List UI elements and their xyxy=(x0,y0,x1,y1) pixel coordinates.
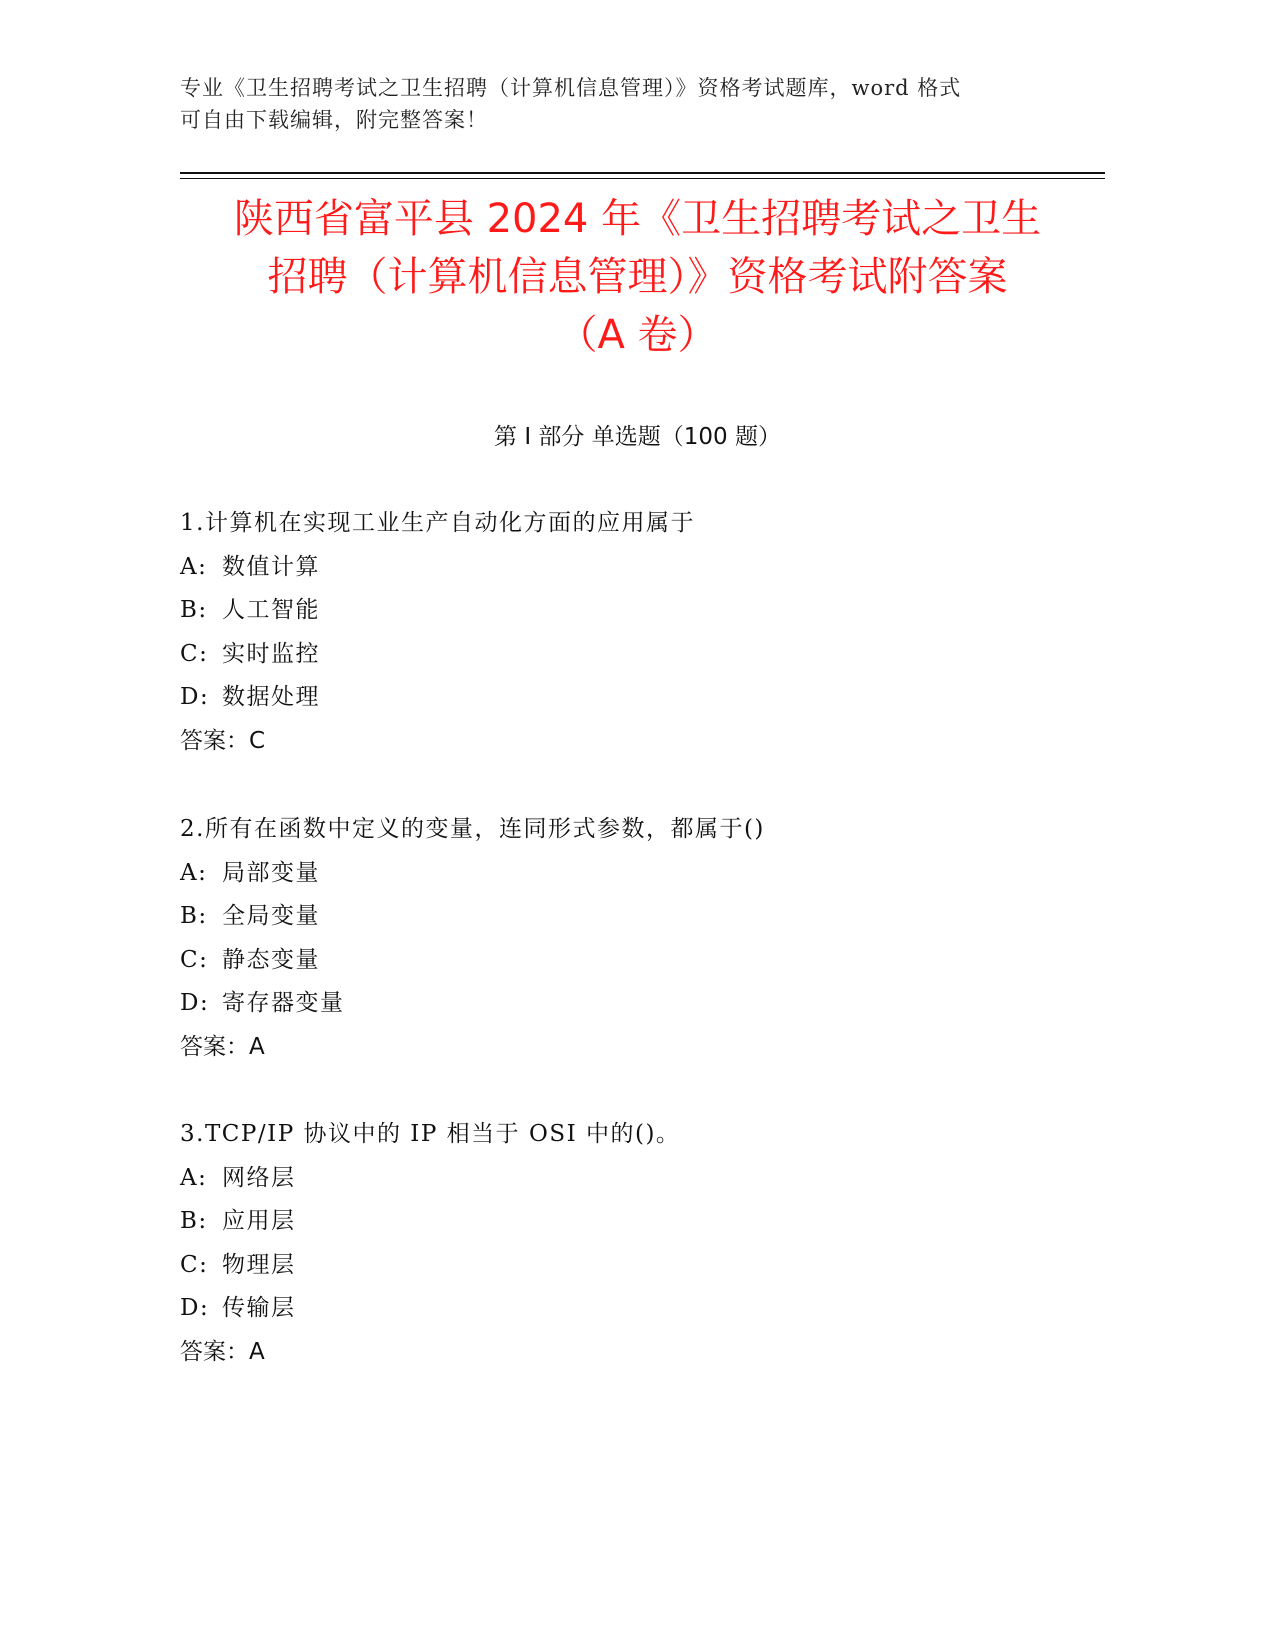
question-answer: 答案：A xyxy=(180,1033,265,1060)
question-option-d xyxy=(180,676,1130,720)
question-1 xyxy=(180,502,1130,763)
option-text: 数值计算 xyxy=(222,553,320,580)
question-option-a xyxy=(180,1157,1130,1201)
header-divider-thin xyxy=(180,178,1105,179)
header-note xyxy=(180,72,1100,136)
question-option-c xyxy=(180,1244,1130,1288)
header-note-line-1: 专业《卫生招聘考试之卫生招聘（计算机信息管理）》资格考试题库，word 格式 xyxy=(180,76,962,100)
document-title xyxy=(160,190,1115,364)
option-key: B: xyxy=(180,597,208,623)
question-option-c xyxy=(180,939,1130,983)
option-key: A: xyxy=(180,1164,208,1191)
question-option-c xyxy=(180,633,1130,677)
option-key: D: xyxy=(180,684,210,710)
option-text: 全局变量 xyxy=(222,903,320,929)
question-option-a xyxy=(180,546,1130,590)
option-text: 传输层 xyxy=(222,1295,296,1321)
question-option-b xyxy=(180,589,1130,633)
option-text: 实时监控 xyxy=(222,640,320,667)
question-option-b xyxy=(180,1200,1130,1244)
question-option-a xyxy=(180,852,1130,896)
option-text: 应用层 xyxy=(222,1208,296,1234)
option-key: C: xyxy=(180,1251,209,1278)
document-title-line-1: 陕西省富平县 2024 年《卫生招聘考试之卫生 xyxy=(233,196,1042,242)
option-key: D: xyxy=(180,990,210,1016)
question-2 xyxy=(180,808,1130,1069)
option-text: 物理层 xyxy=(222,1251,296,1278)
option-key: B: xyxy=(180,903,208,929)
option-key: A: xyxy=(180,859,208,886)
question-option-d xyxy=(180,982,1130,1026)
option-text: 网络层 xyxy=(222,1164,296,1191)
option-text: 寄存器变量 xyxy=(222,990,345,1016)
question-3 xyxy=(180,1113,1130,1374)
option-key: C: xyxy=(180,946,209,973)
option-text: 人工智能 xyxy=(222,597,320,623)
option-key: A: xyxy=(180,553,208,580)
header-divider-thick xyxy=(180,172,1105,174)
option-text: 静态变量 xyxy=(222,946,320,973)
document-title-line-2: 招聘（计算机信息管理）》资格考试附答案 xyxy=(267,254,1008,300)
option-key: B: xyxy=(180,1208,208,1234)
document-title-line-3: （A 卷） xyxy=(557,312,718,358)
question-option-d xyxy=(180,1287,1130,1331)
header-note-line-2: 可自由下载编辑，附完整答案！ xyxy=(180,108,488,132)
option-text: 数据处理 xyxy=(222,684,320,710)
question-stem: 3.TCP/IP 协议中的 IP 相当于 OSI 中的()。 xyxy=(180,1121,681,1147)
question-stem: 2.所有在函数中定义的变量，连同形式参数，都属于() xyxy=(180,816,765,842)
option-key: C: xyxy=(180,640,209,667)
section-heading: 第 I 部分 单选题（100 题） xyxy=(494,424,781,450)
question-option-b xyxy=(180,895,1130,939)
question-stem: 1.计算机在实现工业生产自动化方面的应用属于 xyxy=(180,510,695,536)
question-answer: 答案：C xyxy=(180,727,266,754)
option-text: 局部变量 xyxy=(222,859,320,886)
option-key: D: xyxy=(180,1295,210,1321)
question-answer: 答案：A xyxy=(180,1338,265,1365)
